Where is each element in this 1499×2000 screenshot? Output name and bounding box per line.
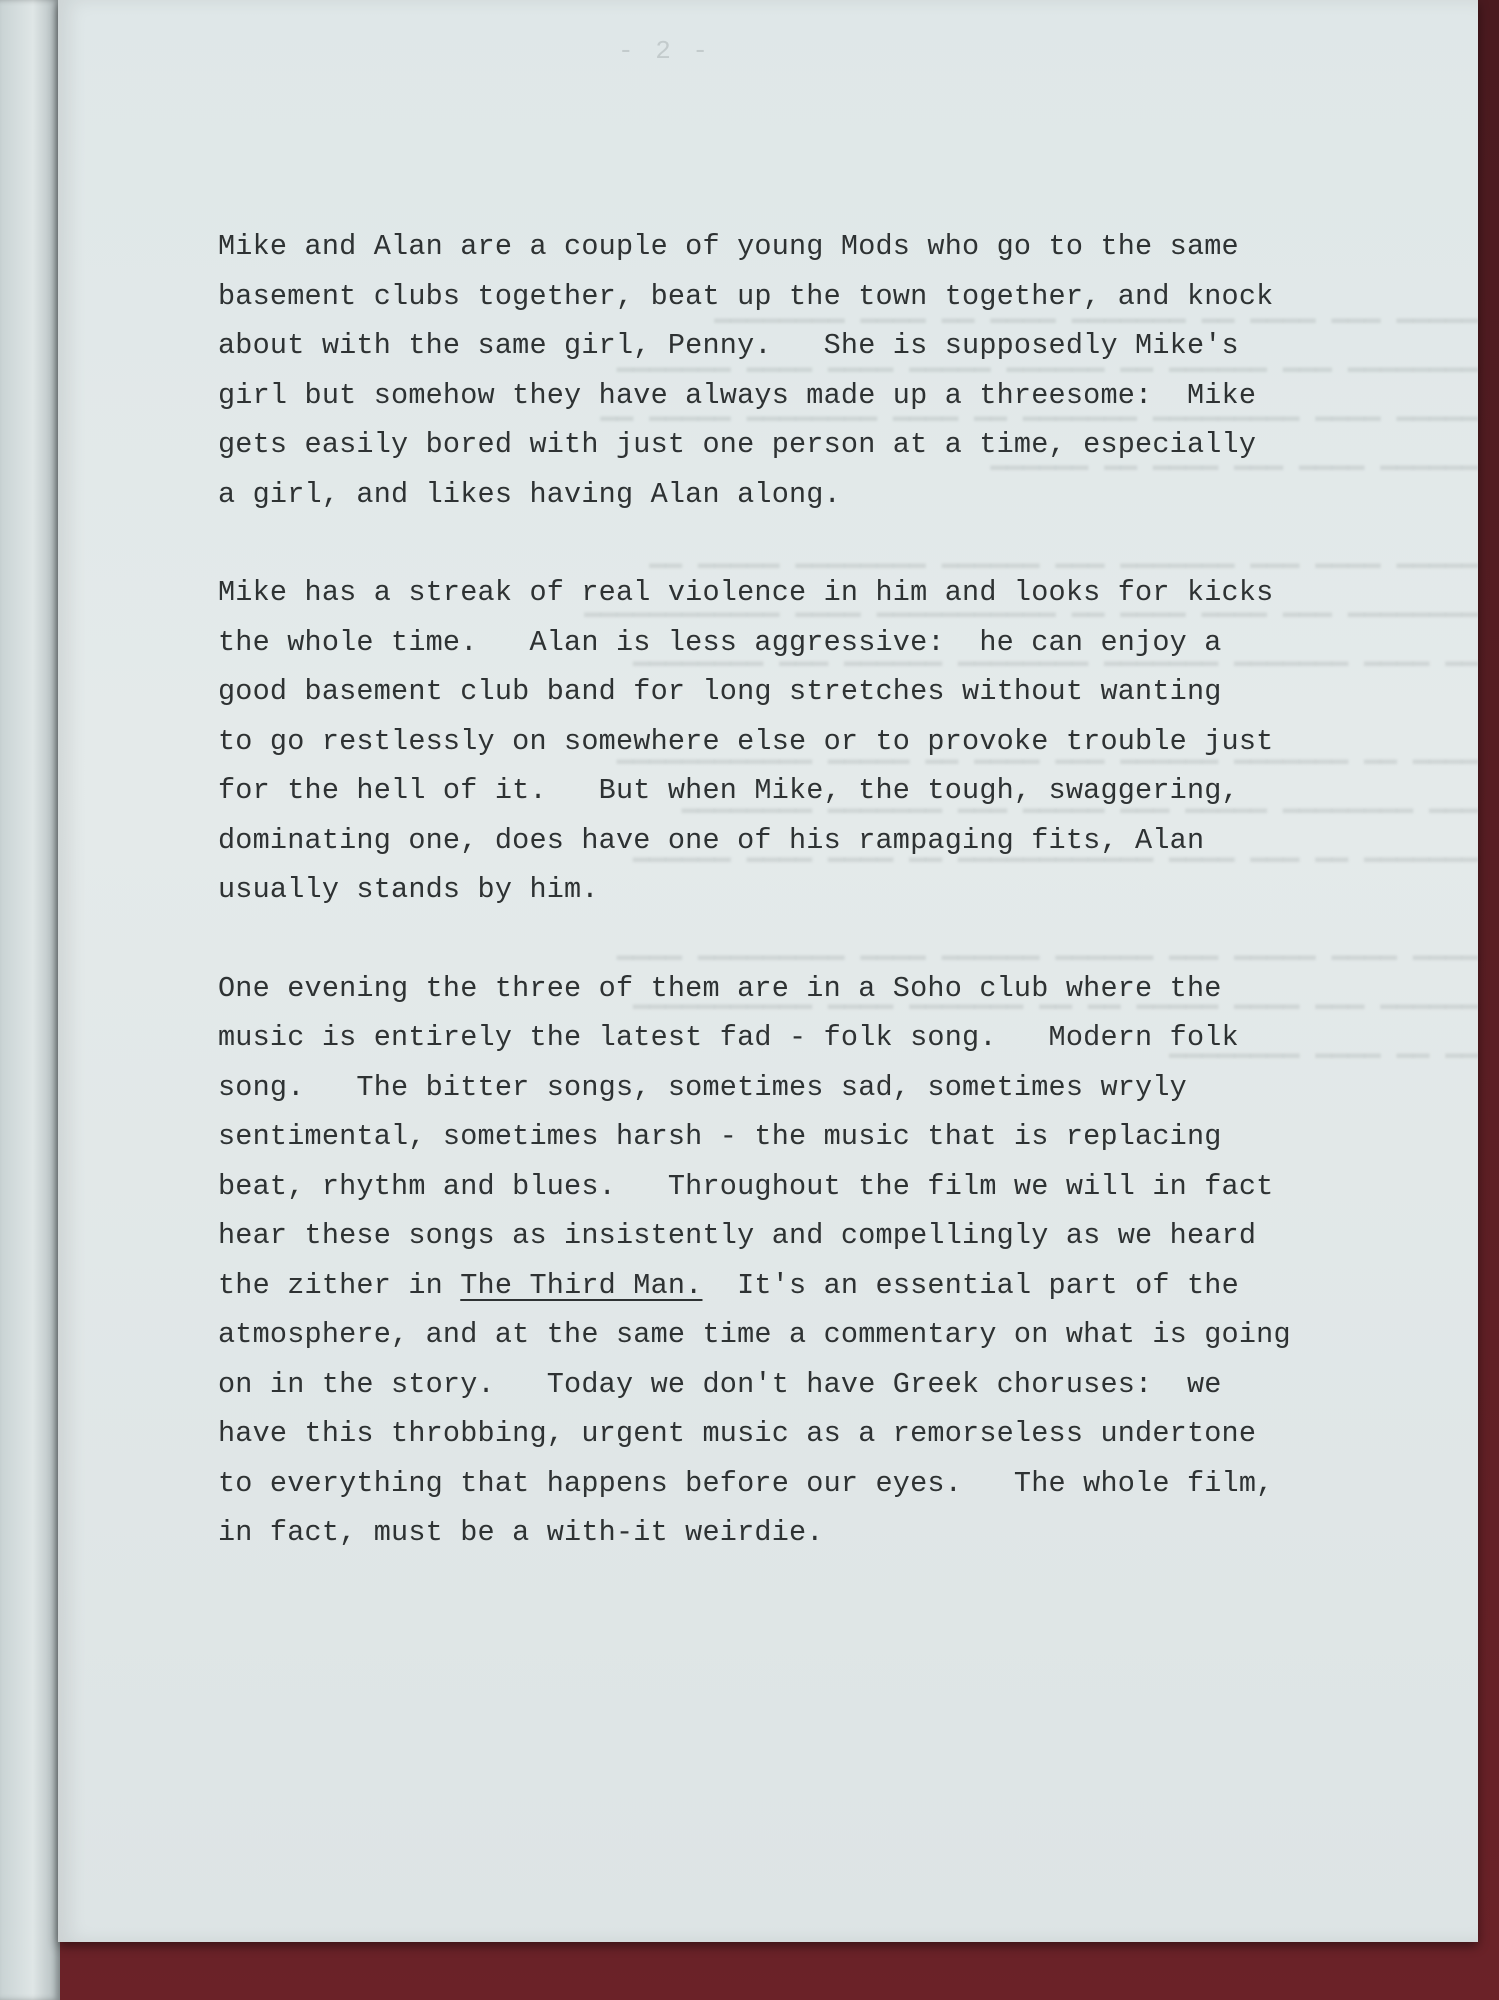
- show-through-shadow: ━━━━━ ━━━ ━━━━ ━━ ━━━━━━━ ━━━━ ━━ ━━━━ ━━━━━━━━ ━━━━━━━━ ━━━ ━━━━━━ ━━ ━━━━━━ ━━━━━ ━━━━ ━━━━ ━━━━━━━ ━━━━━ ━━━━ ━━━━━━━━━ ━━━━━━━ ━━ ━━━━ ━━━━━━━━ ━━━━━ ━━ ━━━━━━ ━━━━ ━━━ ━━━━ ━━ ━━━━━━ ━━━━━ ━━━━ ━━━ ━━━━━━━ ━━━ ━━━━━━ ━━━━━━━━ ━━━━━ ━━ ━━━━━━━━ ━━━ ━━━━ ━━━━ ━━ ━━━━━━━━━━━ ━━━━ ━━━━━━━━━━━━ ━━ ━━━━ ━━━━━━━ ━━━━━━━ ━━━━━━━━ ━━━━━━ ━━━ ━━━━━━━━ ━━━━ ━━ ━━━━━━━ ━━━━━━ ━━━ ━━━━ ━━ ━━━━━ ━━━━━━━━━━━━ ━━━ ━━━━━━━━ ━━━━━ ━━━ ━━━━━ ━━━ ━━━━━━━ ━━━━━━━━ ━━━━━━━ ━━ ━━━ ━━━━ ━━━━━━━━━━━━ ━━ ━━━━ ━━━━ ━━━━━━ ━━━━ ━━━━ ━━━━━ ━━━ ━━━━━━ ━━━━━━ ━━━━ ━━━━━━━━━ ━━━━ ━━━━━━ ━━━ ━━━━ ━━━━━ ━━ ━━ ━━━━━━━ ━━━━ ━━━━━━━━━━━ ━━ ━━ ━━━━ ━━━━━━━━: [584, 309, 1478, 1074]
- document-body: [218, 222, 1458, 1607]
- text-line: girl but somehow they have always made up a threesome: Mike: [218, 378, 1257, 412]
- text-line: for the hell of it. But when Mike, the tough, swaggering,: [218, 774, 1239, 807]
- text-line: a girl, and likes having Alan along.: [218, 477, 841, 511]
- stacked-page-edge: [0, 0, 60, 2000]
- text-line: dominating one, does have one of his rampaging fits, Alan: [218, 823, 1205, 857]
- text-line: good basement club band for long stretches without wanting: [218, 675, 1222, 708]
- line-segment: the zither in: [218, 1268, 461, 1302]
- paragraph-characters: [218, 568, 1458, 915]
- text-line: to everything that happens before our eyes. The whole film,: [218, 1466, 1274, 1500]
- text-line: Mike and Alan are a couple of young Mods who go to the same: [218, 230, 1239, 263]
- text-line: music is entirely the latest fad - folk song. Modern folk: [218, 1021, 1239, 1054]
- film-title-underlined: The Third Man.: [460, 1268, 703, 1302]
- text-line: atmosphere, and at the same time a commentary on what is going: [218, 1318, 1291, 1351]
- text-line: in fact, must be a with-it weirdie.: [218, 1516, 824, 1549]
- text-line: sentimental, sometimes harsh - the music that is replacing: [218, 1120, 1222, 1153]
- text-line: about with the same girl, Penny. She is supposedly Mike's: [218, 329, 1239, 362]
- text-line: hear these songs as insistently and compellingly as we heard: [218, 1219, 1257, 1252]
- text-line: to go restlessly on somewhere else or to provoke trouble just: [218, 724, 1274, 758]
- text-line: One evening the three of them are in a Soho club where the: [218, 971, 1222, 1005]
- paragraph-intro: [218, 222, 1458, 519]
- text-line: the whole time. Alan is less aggressive: he can enjoy a: [218, 625, 1222, 659]
- page-number: - 2 -: [618, 36, 712, 66]
- text-line: beat, rhythm and blues. Throughout the film we will in fact: [218, 1169, 1274, 1203]
- text-line: have this throbbing, urgent music as a remorseless undertone: [218, 1417, 1257, 1450]
- paragraph-soho-club: [218, 964, 1458, 1558]
- text-line: basement clubs together, beat up the town together, and knock: [218, 279, 1274, 313]
- text-line: usually stands by him.: [218, 873, 599, 906]
- text-line-with-title: [218, 1261, 1458, 1311]
- text-line: song. The bitter songs, sometimes sad, sometimes wryly: [218, 1070, 1187, 1104]
- text-line: Mike has a streak of real violence in him and looks for kicks: [218, 576, 1274, 609]
- line-segment: It's an essential part of the: [702, 1268, 1239, 1302]
- text-line: gets easily bored with just one person at a time, especially: [218, 428, 1257, 461]
- typewritten-page: [58, 0, 1478, 1942]
- text-line: on in the story. Today we don't have Greek choruses: we: [218, 1367, 1222, 1401]
